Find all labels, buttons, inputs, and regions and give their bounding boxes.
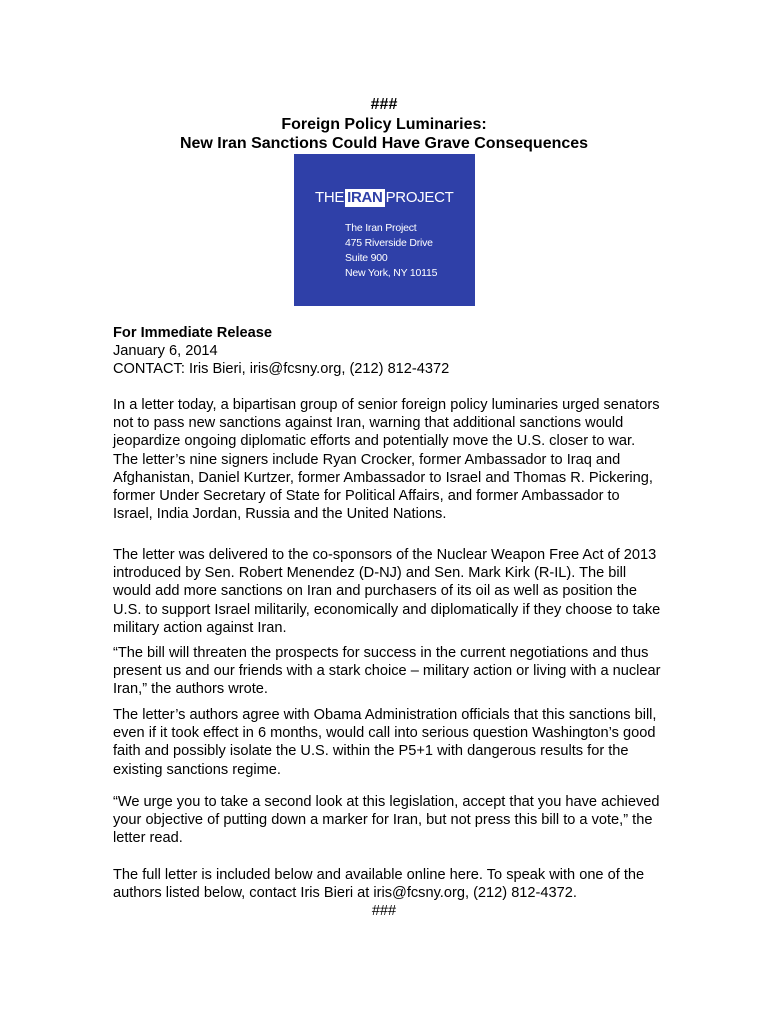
logo-address-line: New York, NY 10115 <box>345 267 438 279</box>
logo-address-line: 475 Riverside Drive <box>345 237 433 249</box>
hash-bottom: ### <box>371 903 397 919</box>
logo-text-box: IRAN <box>347 189 383 206</box>
body-paragraph-1: In a letter today, a bipartisan group of senior foreign policy luminaries urged senators not to pass new sanctions against Iran, warning that additional sanctions would jeopardize ongoing diplomatic efforts and potentially move the U.S. closer to war. The letter’s nine signers include Ryan Crocker, former Ambassador to Iraq and Afghanistan, Daniel Kurtzer, former Ambassador to Israel and Thomas R. Pickering, former Under Secretary of State for Political Affairs, and former Ambassador to Israel, India Jordan, Russia and the United Nations. <box>113 397 660 523</box>
body-paragraph-5: “We urge you to take a second look at this legislation, accept that you have achieved your objective of putting down a marker for Iran, but not press this bill to a vote,” the letter read. <box>113 794 660 847</box>
release-info <box>113 324 663 379</box>
release-contact: CONTACT: Iris Bieri, iris@fcsny.org, (212) 812-4372 <box>113 361 450 378</box>
body-paragraph-4: The letter’s authors agree with Obama Administration officials that this sanctions bill, even if it took effect in 6 months, would call into serious question Washington’s good faith and possibly isolate the U.S. within the P5+1 with dangerous results for the existing sanctions regime. <box>113 707 657 778</box>
hash-top: ### <box>370 96 398 113</box>
logo-address-line: Suite 900 <box>345 252 388 264</box>
logo-wordmark <box>315 189 453 207</box>
title-line-2: New Iran Sanctions Could Have Grave Consequences <box>179 135 589 152</box>
title-line-1: Foreign Policy Luminaries: <box>281 116 487 133</box>
logo-address <box>345 221 437 281</box>
logo-text-post: PROJECT <box>385 189 454 206</box>
release-label: For Immediate Release <box>113 325 272 341</box>
logo-address-line: The Iran Project <box>345 222 417 234</box>
body-paragraph-3: “The bill will threaten the prospects for success in the current negotiations and thus present us and our friends with a stark choice – military action or living with a nuclear Iran,” the authors wrote. <box>113 645 661 698</box>
logo-text-pre: THE <box>315 189 345 206</box>
body-paragraph-6: The full letter is included below and available online here. To speak with one of the authors listed below, contact Iris Bieri at iris@fcsny.org, (212) 812-4372. <box>113 867 645 902</box>
release-date: January 6, 2014 <box>113 343 218 360</box>
iran-project-logo <box>294 154 475 306</box>
body-paragraph-2: The letter was delivered to the co-sponsors of the Nuclear Weapon Free Act of 2013 introduced by Sen. Robert Menendez (D-NJ) and Sen. Mark Kirk (R-IL). The bill would add more sanctions on Iran and purchasers of its oil as well as position the U.S. to support Israel militarily, economically and diplomatically if they choose to take military action against Iran. <box>113 547 661 636</box>
